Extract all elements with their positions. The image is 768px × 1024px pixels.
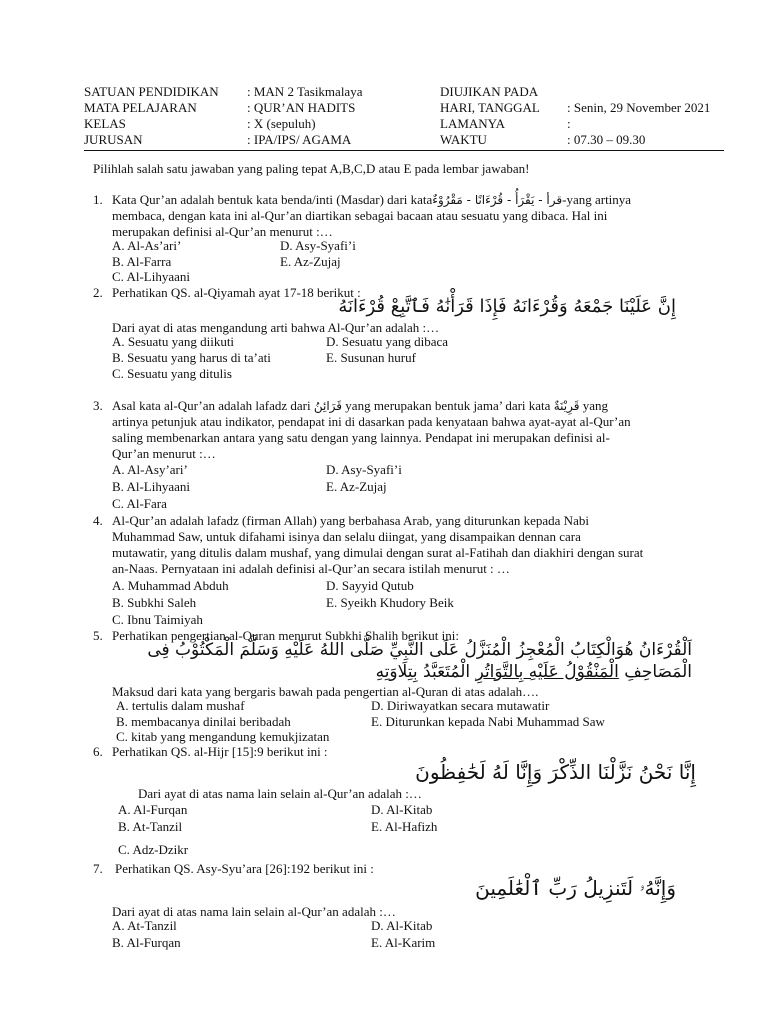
header-label-satuan: SATUAN PENDIDIKAN <box>84 84 219 99</box>
option-c: C. Ibnu Taimiyah <box>112 612 203 627</box>
arabic-inline: قَرَائِنُ <box>313 399 343 413</box>
question-text-line: Qur’an menurut :… <box>112 446 216 461</box>
header-label-kelas: KELAS <box>84 116 126 131</box>
arabic-segment: الْمَصَاحِفِ <box>618 662 692 682</box>
question-text: Perhatikan QS. al-Hijr [15]:9 berikut ini : <box>112 744 328 759</box>
option-b: B. Sesuatu yang harus di ta’ati <box>112 350 271 365</box>
header-label-lamanya: LAMANYA <box>440 116 505 131</box>
header-value-jurusan: : IPA/IPS/ AGAMA <box>247 132 352 147</box>
option-e: E. Az-Zujaj <box>326 479 387 494</box>
option-e: E. Az-Zujaj <box>280 254 341 269</box>
question-text: Perhatikan pengertian al-Quran menurut Subkhi Shalih berikut ini: <box>112 628 459 643</box>
header-value-satuan: : MAN 2 Tasikmalaya <box>247 84 363 99</box>
option-e: E. Diturunkan kepada Nabi Muhammad Saw <box>371 714 605 729</box>
option-c: C. kitab yang mengandung kemukjizatan <box>116 729 330 744</box>
instruction-text: Pilihlah salah satu jawaban yang paling tepat A,B,C,D atau E pada lembar jawaban! <box>93 161 530 176</box>
option-a: A. Muhammad Abduh <box>112 578 229 593</box>
arabic-segment: الْمُتَعَبَّدُ بِتِلَاوَتِهِ <box>375 662 476 682</box>
question-text-line: membaca, dengan kata ini al-Qur’an diartikan sebagai bacaan atau sesuatu yang dibaca. Hal ini <box>112 208 608 223</box>
option-a: A. tertulis dalam mushaf <box>116 698 245 713</box>
option-b: B. Al-Lihyaani <box>112 479 190 494</box>
question-number: 3. <box>93 398 103 413</box>
option-b: B. Al-Furqan <box>112 935 181 950</box>
arabic-underlined-segment: الْمَنْقُوْلُ عَلَيْهِ بِالتَّوَاتُرِ <box>475 662 619 682</box>
question-text-line: artinya petunjuk atau indikator, pendapat ini di dasarkan pada kenyataan bahwa ayat-ayat al-Qur’an <box>112 414 631 429</box>
arabic-inline: قرأ - يَقْرَأُ - قُرْءَانًا - مَقْرُوْءٌ <box>432 193 563 207</box>
question-text-part: yang <box>582 398 608 413</box>
question-text-line: Muhammad Saw, untuk difahami isinya dan selalu diingat, yang disampaikan dennan cara <box>112 529 581 544</box>
question-prompt: Dari ayat di atas nama lain selain al-Qur’an adalah :… <box>138 786 422 801</box>
arabic-inline: قَرِيْنَةٌ <box>553 399 580 413</box>
question-text-line: merupakan definisi al-Qur’an menurut :… <box>112 224 333 239</box>
header-label-diujikan: DIUJIKAN PADA <box>440 84 539 99</box>
arabic-verse: إِنَّ عَلَيْنَا جَمْعَهُ وَقُرْءَانَهُ فَإِذَا قَرَأْنَٰهُ فَٱتَّبِعْ قُرْءَانَهُ <box>338 296 676 317</box>
question-prompt: Maksud dari kata yang bergaris bawah pada pengertian al-Quran di atas adalah…. <box>112 684 539 699</box>
header-value-waktu: : 07.30 – 09.30 <box>567 132 646 147</box>
header-value-lamanya: : <box>567 116 571 131</box>
arabic-definition-line-2 <box>376 662 692 682</box>
option-c: C. Al-Fara <box>112 496 167 511</box>
option-c: C. Sesuatu yang ditulis <box>112 366 232 381</box>
header-value-kelas: : X (sepuluh) <box>247 116 316 131</box>
question-text: Perhatikan QS. Asy-Syu’ara [26]:192 berikut ini : <box>115 861 374 876</box>
question-text-part: Asal kata al-Qur’an adalah lafadz dari <box>112 398 311 413</box>
question-number: 5. <box>93 628 103 643</box>
option-d: D. Asy-Syafi’i <box>280 238 356 253</box>
option-e: E. Al-Karim <box>371 935 436 950</box>
question-text <box>112 192 631 208</box>
header-divider <box>84 150 724 151</box>
question-text-line: an-Naas. Pernyataan ini adalah definisi al-Qur’an secara istilah menurut : … <box>112 561 510 576</box>
arabic-verse: وَإِنَّهُۥ لَتَنزِيلُ رَبِّ ٱلْعَٰلَمِينَ <box>475 876 676 900</box>
arabic-verse: إِنَّا نَحْنُ نَزَّلْنَا الذِّكْرَ وَإِنَّا لَهُ لَحَٰفِظُونَ <box>415 760 696 784</box>
question-prompt: Dari ayat di atas nama lain selain al-Qur’an adalah :… <box>112 904 396 919</box>
option-e: E. Al-Hafizh <box>371 819 438 834</box>
header-label-hari: HARI, TANGGAL <box>440 100 540 115</box>
question-text-part: yang merupakan bentuk jama’ dari kata <box>345 398 551 413</box>
question-text <box>112 398 608 414</box>
option-d: D. Asy-Syafi’i <box>326 462 402 477</box>
option-d: D. Diriwayatkan secara mutawatir <box>371 698 550 713</box>
header-label-mapel: MATA PELAJARAN <box>84 100 197 115</box>
question-text: Perhatikan QS. al-Qiyamah ayat 17-18 berikut : <box>112 285 361 300</box>
option-d: D. Sesuatu yang dibaca <box>326 334 449 349</box>
option-a: A. At-Tanzil <box>112 918 177 933</box>
question-text-part: Kata Qur’an adalah bentuk kata benda/inti (Masdar) dari kata <box>112 192 433 207</box>
option-b: B. Al-Farra <box>112 254 172 269</box>
option-b: B. Subkhi Saleh <box>112 595 197 610</box>
option-c: C. Al-Lihyaani <box>112 269 190 284</box>
question-number: 1. <box>93 192 103 207</box>
option-d: D. Al-Kitab <box>371 918 433 933</box>
header-label-waktu: WAKTU <box>440 132 487 147</box>
option-a: A. Sesuatu yang diikuti <box>112 334 235 349</box>
header-label-jurusan: JURUSAN <box>84 132 143 147</box>
arabic-definition-line-1: اَلْقُرْءَانُ هُوَالْكِتَابُ الْمُعْجِزُ الْمُنَزَّلُ عَلَى النَّبِيِّ صَلَّى اللهُ عَلَيْهِ وَسَلَّمَ الْمَكْتُوْبُ فِى <box>147 640 692 660</box>
question-text-part: -yang artinya <box>562 192 632 207</box>
header-value-mapel: : QUR’AN HADITS <box>247 100 356 115</box>
option-a: A. Al-Asy’ari’ <box>112 462 188 477</box>
option-e: E. Susunan huruf <box>326 350 416 365</box>
question-prompt: Dari ayat di atas mengandung arti bahwa Al-Qur’an adalah :… <box>112 320 440 335</box>
option-a: A. Al-Furqan <box>118 802 188 817</box>
option-b: B. At-Tanzil <box>118 819 183 834</box>
question-number: 4. <box>93 513 103 528</box>
question-text-line: mutawatir, yang ditulis dalam mushaf, yang dimulai dengan surat al-Fatihah dan diakhiri dengan surat <box>112 545 644 560</box>
question-text-line: saling membenarkan antara yang satu dengan yang lainnya. Pendapat ini merupakan definisi al- <box>112 430 610 445</box>
option-a: A. Al-As’ari’ <box>112 238 182 253</box>
option-d: D. Sayyid Qutub <box>326 578 414 593</box>
question-number: 7. <box>93 861 103 876</box>
option-b: B. membacanya dinilai beribadah <box>116 714 291 729</box>
question-number: 2. <box>93 285 103 300</box>
question-text-line: Al-Qur’an adalah lafadz (firman Allah) yang berbahasa Arab, yang diturunkan kepada Nabi <box>112 513 589 528</box>
question-number: 6. <box>93 744 103 759</box>
option-e: E. Syeikh Khudory Beik <box>326 595 454 610</box>
option-c: C. Adz-Dzikr <box>118 842 189 857</box>
header-value-hari: : Senin, 29 November 2021 <box>567 100 711 115</box>
option-d: D. Al-Kitab <box>371 802 433 817</box>
